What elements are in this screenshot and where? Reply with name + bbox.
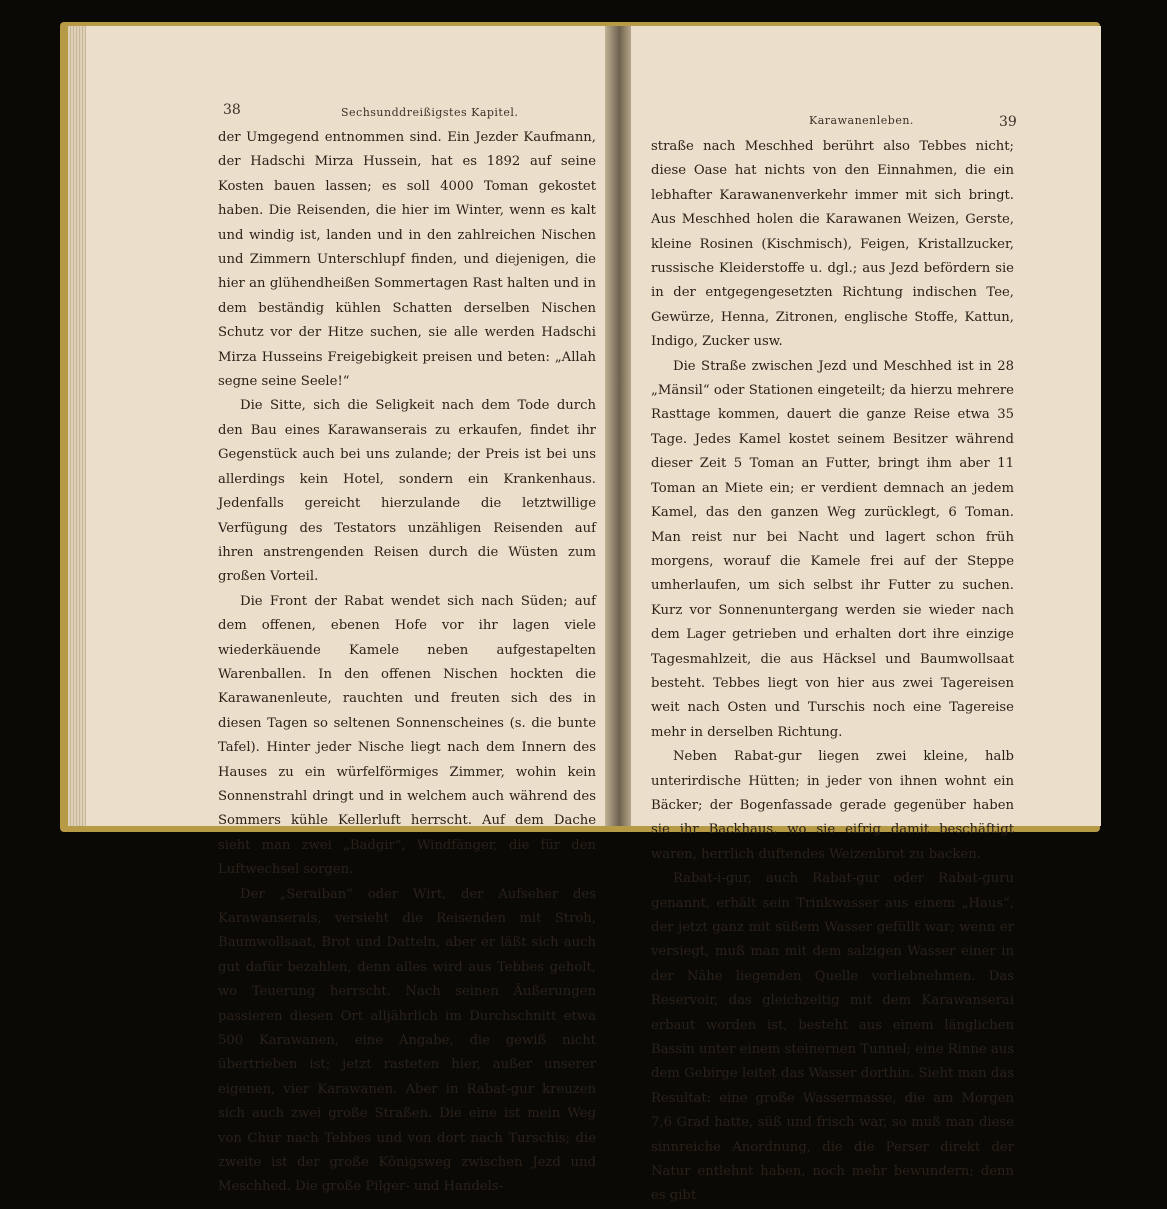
left-paragraph: Der „Seraiban“ oder Wirt, der Aufseher des Karawanserais, versieht die Reisenden mit Stroh, Baumwollsaat, Brot und Datteln, aber er läßt sich auch gut dafür bezahlen, denn alles wird aus Tebbes geholt, wo Teuerung herrscht. Nach seinen Äußerungen passieren diesen Ort alljährlich im Durchschnitt etwa 500 Karawanen, eine Angabe, die gewiß nicht übertrieben ist; jetzt rasteten hier, außer unserer eigenen, vier Karawanen. Aber in Rabat-gur kreuzen sich auch zwei große Straßen. Die eine ist mein Weg von Chur nach Tebbes und von dort nach Turschis; die zweite ist der große Königsweg zwischen Jezd und Meschhed. Die große Pilger- und Handels-: [218, 886, 596, 1195]
right-page-number: 39: [999, 114, 1017, 130]
right-paragraph: Rabat-i-gur, auch Rabat-gur oder Rabat-guru genannt, erhält sein Trinkwasser aus einem „Haus“, der jetzt ganz mit süßem Wasser gefüllt war; wenn er versiegt, muß man mit dem salzigen Wasser einer in der Nähe liegenden Quelle vorliebnehmen. Das Reservoir, das gleichzeitig mit dem Karawanserai erbaut worden ist, besteht aus einem länglichen Bassin unter einem steinernen Tunnel; eine Rinne aus dem Gebirge leitet das Wasser dorthin. Sieht man das Resultat: eine große Wassermasse, die am Morgen 7,6 Grad hatte, süß und frisch war, so muß man diese sinnreiche Anordnung, die die Perser direkt der Natur entlehnt haben, noch mehr bewundern; denn es gibt: [651, 871, 1014, 1204]
left-paragraph: Die Front der Rabat wendet sich nach Süden; auf dem offenen, ebenen Hofe vor ihr lagen viele wiederkäuende Kamele neben aufgestapelten Warenballen. In den offenen Nischen hockten die Karawanenleute, rauchten und freuten sich des in diesen Tagen so seltenen Sonnenscheines (s. die bunte Tafel). Hinter jeder Nische liegt nach dem Innern des Hauses zu ein würfelförmiges Zimmer, wohin kein Sonnenstrahl dringt und in welchem auch während des Sommers kühle Kellerluft herrscht. Auf dem Dache sieht man zwei „Badgir“, Windfänger, die für den Luftwechsel sorgen.: [218, 593, 596, 878]
right-paragraph: straße nach Meschhed berührt also Tebbes nicht; diese Oase hat nichts von den Einnahmen, die ein lebhafter Karawanenverkehr immer mit sich bringt. Aus Meschhed holen die Karawanen Weizen, Gerste, kleine Rosinen (Kischmisch), Feigen, Kristallzucker, russische Kleiderstoffe u. dgl.; aus Jezd befördern sie in der entgegengesetzten Richtung indischen Tee, Gewürze, Henna, Zitronen, englische Stoffe, Kattun, Indigo, Zucker usw.: [651, 139, 1014, 350]
right-paragraph: Neben Rabat-gur liegen zwei kleine, halb unterirdische Hütten; in jeder von ihnen wohnt ein Bäcker; der Bogenfassade gerade gegenüber haben sie ihr Backhaus, wo sie eifrig damit beschäftigt waren, herrlich duftendes Weizenbrot zu backen.: [651, 749, 1014, 862]
left-body-text: [218, 126, 596, 1200]
right-body-text: [651, 135, 1014, 1209]
right-paragraph: Die Straße zwischen Jezd und Meschhed ist in 28 „Mänsil“ oder Stationen eingeteilt; da hierzu mehrere Rasttage kommen, dauert die ganze Reise etwa 35 Tage. Jedes Kamel kostet seinem Besitzer während dieser Zeit 5 Toman an Futter, bringt ihm aber 11 Toman an Miete ein; er verdient demnach an jedem Kamel, das den ganzen Weg zurücklegt, 6 Toman. Man reist nur bei Nacht und lagert schon früh morgens, worauf die Kamele frei auf der Steppe umherlaufen, um sich selbst ihr Futter zu suchen. Kurz vor Sonnenuntergang werden sie wieder nach dem Lager getrieben und erhalten dort ihre einzige Tagesmahlzeit, die aus Häcksel und Baumwollsaat besteht. Tebbes liegt von hier aus zwei Tagereisen weit nach Osten und Turschis noch eine Tagereise mehr in derselben Richtung.: [651, 358, 1014, 740]
right-page: [631, 26, 1101, 1204]
left-page: [86, 26, 613, 1195]
left-page-number: 38: [223, 102, 241, 118]
left-paragraph: Die Sitte, sich die Seligkeit nach dem Tode durch den Bau eines Karawanserais zu erkaufen, findet ihr Gegenstück auch bei uns zulande; der Preis ist bei uns allerdings kein Hotel, sondern ein Krankenhaus. Jedenfalls gereicht hierzulande die letztwillige Verfügung des Testators unzähligen Reisenden auf ihren anstrengenden Reisen durch die Wüsten zum großen Vorteil.: [218, 398, 596, 585]
page-stack: [68, 26, 88, 826]
right-running-head: Karawanenleben.: [809, 114, 914, 127]
left-running-head: Sechsunddreißigstes Kapitel.: [341, 106, 519, 119]
left-paragraph: der Umgegend entnommen sind. Ein Jezder Kaufmann, der Hadschi Mirza Hussein, hat es 1892 auf seine Kosten bauen lassen; es soll 4000 Toman gekostet haben. Die Reisenden, die hier im Winter, wenn es kalt und windig ist, landen und in den zahlreichen Nischen und Zimmern Unterschlupf finden, und diejenigen, die hier an glühendheißen Sommertagen Rast halten und in dem beständig kühlen Schatten derselben Nischen Schutz vor der Hitze suchen, sie alle werden Hadschi Mirza Husseins Freigebigkeit preisen und beten: „Allah segne seine Seele!“: [218, 130, 596, 390]
